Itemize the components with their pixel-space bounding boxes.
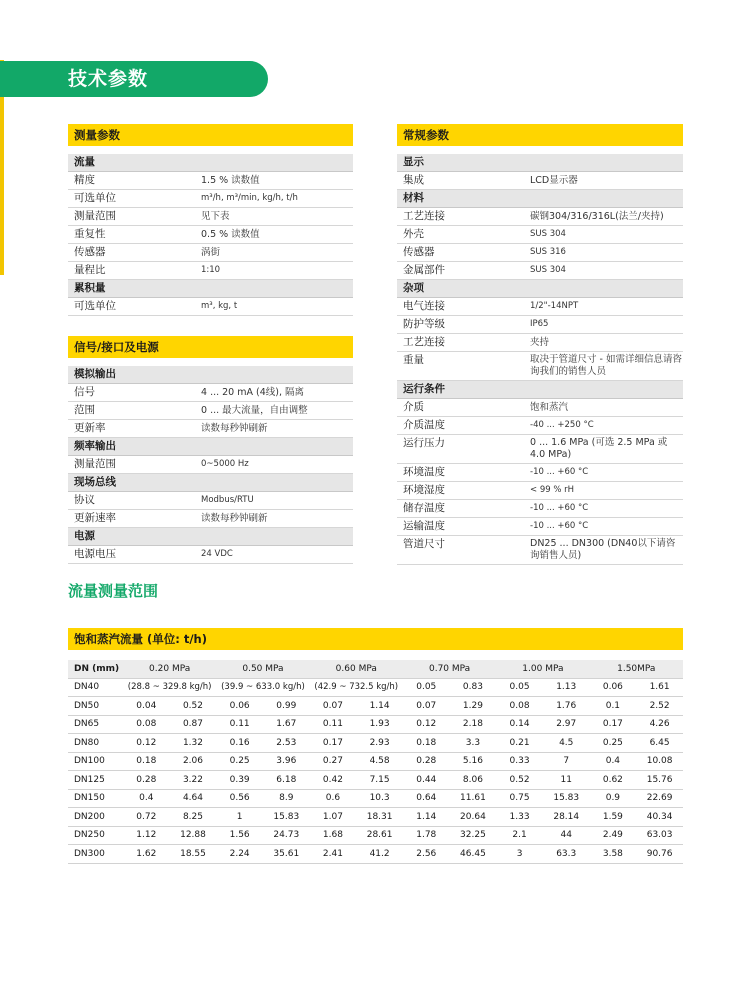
column-header-dn: DN (mm) (68, 660, 123, 678)
spec-label: 传感器 (74, 246, 106, 258)
spec-label: 信号 (74, 386, 95, 398)
measure-header: 测量参数 (68, 124, 353, 146)
spec-subheading (68, 366, 353, 384)
spec-row (68, 208, 353, 226)
row-dn-label: DN300 (68, 845, 123, 864)
flow-value-cell: 1.12 (123, 826, 170, 845)
flow-value-cell: 2.53 (263, 734, 310, 753)
table-row (68, 789, 683, 808)
flow-value-cell: 0.17 (590, 715, 637, 734)
flow-value-cell: 0.07 (310, 697, 357, 716)
spec-value: m³/h, m³/min, kg/h, t/h (201, 193, 298, 203)
flow-value-cell: 6.45 (636, 734, 683, 753)
column-header-pressure: 1.00 MPa (496, 660, 589, 678)
flow-value-cell: 18.55 (170, 845, 217, 864)
spec-label: 环境湿度 (403, 484, 445, 496)
spec-label: 防护等级 (403, 318, 445, 330)
spec-label: 测量范围 (74, 458, 116, 470)
spec-value: 0.5 % 读数值 (201, 229, 260, 240)
spec-value: 见下表 (201, 211, 230, 222)
spec-row (397, 464, 683, 482)
spec-row (68, 456, 353, 474)
spec-row (397, 536, 683, 565)
row-dn-label: DN200 (68, 808, 123, 827)
spec-row (68, 298, 353, 316)
table-row (68, 715, 683, 734)
spec-value: 涡街 (201, 247, 221, 258)
flow-value-cell: 6.18 (263, 771, 310, 790)
steam-table-header: 饱和蒸汽流量 (单位: t/h) (68, 628, 683, 650)
flow-value-cell: 0.52 (496, 771, 543, 790)
spec-label: 传感器 (403, 246, 435, 258)
table-header-row (68, 660, 683, 678)
row-dn-label: DN50 (68, 697, 123, 716)
flow-value-cell: 0.44 (403, 771, 450, 790)
flow-value-cell: 44 (543, 826, 590, 845)
table-row (68, 845, 683, 864)
spec-row (68, 492, 353, 510)
flow-value-cell: 18.31 (356, 808, 403, 827)
spec-row (397, 518, 683, 536)
flow-value-cell: 2.1 (496, 826, 543, 845)
flow-value-cell: 1.14 (403, 808, 450, 827)
flow-value-cell: 40.34 (636, 808, 683, 827)
subheading-label: 显示 (403, 156, 424, 168)
flow-value-cell: 1.29 (450, 697, 497, 716)
spec-label: 重量 (403, 354, 424, 366)
subheading-label: 模拟输出 (74, 368, 116, 380)
flow-value-cell: 11.61 (450, 789, 497, 808)
spec-label: 测量范围 (74, 210, 116, 222)
spec-value: 24 VDC (201, 549, 233, 559)
spec-label: 介质 (403, 401, 424, 413)
flow-value-cell: 3.58 (590, 845, 637, 864)
spec-label: 管道尺寸 (403, 538, 445, 550)
spec-label: 集成 (403, 174, 424, 186)
flow-range-cell: (28.8 ~ 329.8 kg/h) (123, 678, 216, 697)
flow-range-cell: (39.9 ~ 633.0 kg/h) (216, 678, 309, 697)
flow-value-cell: 35.61 (263, 845, 310, 864)
flow-value-cell: 4.64 (170, 789, 217, 808)
flow-value-cell: 1.61 (636, 678, 683, 697)
flow-value-cell: 4.58 (356, 752, 403, 771)
flow-value-cell: 7.15 (356, 771, 403, 790)
spec-value: -10 ... +60 °C (530, 521, 589, 531)
row-dn-label: DN65 (68, 715, 123, 734)
flow-value-cell: 15.83 (263, 808, 310, 827)
flow-value-cell: 0.62 (590, 771, 637, 790)
table-row (68, 752, 683, 771)
spec-value: IP65 (530, 319, 549, 329)
spec-subheading (397, 280, 683, 298)
flow-value-cell: 28.14 (543, 808, 590, 827)
flow-value-cell: 1.93 (356, 715, 403, 734)
spec-label: 电源电压 (74, 548, 116, 560)
flow-value-cell: 0.83 (450, 678, 497, 697)
column-header-pressure: 0.70 MPa (403, 660, 496, 678)
flow-value-cell: 0.28 (403, 752, 450, 771)
flow-value-cell: 0.18 (403, 734, 450, 753)
spec-label: 介质温度 (403, 419, 445, 431)
spec-label: 精度 (74, 174, 95, 186)
spec-value: SUS 304 (530, 229, 566, 239)
table-row (68, 678, 683, 697)
flow-value-cell: 63.03 (636, 826, 683, 845)
spec-row (397, 435, 683, 464)
flow-value-cell: 1.62 (123, 845, 170, 864)
row-dn-label: DN250 (68, 826, 123, 845)
spec-value: 读数每秒钟刷新 (201, 513, 268, 524)
page-title: 技术参数 (0, 61, 268, 97)
spec-value: 0 ... 最大流量，自由调整 (201, 405, 308, 416)
flow-value-cell: 0.08 (496, 697, 543, 716)
flow-value-cell: 1.76 (543, 697, 590, 716)
flow-value-cell: 32.25 (450, 826, 497, 845)
spec-label: 电气连接 (403, 300, 445, 312)
spec-row (397, 172, 683, 190)
spec-value: 1:10 (201, 265, 221, 275)
spec-subheading (68, 280, 353, 298)
column-header-pressure: 1.50MPa (590, 660, 683, 678)
spec-row (397, 482, 683, 500)
steam-table-panel (68, 628, 683, 864)
flow-value-cell: 5.16 (450, 752, 497, 771)
spec-subheading (68, 154, 353, 172)
spec-value: 1.5 % 读数值 (201, 175, 260, 186)
flow-value-cell: 10.08 (636, 752, 683, 771)
spec-value: -40 ... +250 °C (530, 420, 594, 430)
flow-value-cell: 0.99 (263, 697, 310, 716)
flow-value-cell: 22.69 (636, 789, 683, 808)
row-dn-label: DN150 (68, 789, 123, 808)
column-header-pressure: 0.20 MPa (123, 660, 216, 678)
spec-row (68, 172, 353, 190)
spec-row (68, 262, 353, 280)
spec-row (68, 546, 353, 564)
general-rows (397, 154, 683, 565)
subheading-label: 累积量 (74, 282, 106, 294)
table-row (68, 771, 683, 790)
flow-value-cell: 1.32 (170, 734, 217, 753)
flow-value-cell: 0.12 (123, 734, 170, 753)
subheading-label: 材料 (403, 192, 424, 204)
signal-header: 信号/接口及电源 (68, 336, 353, 358)
flow-value-cell: 0.33 (496, 752, 543, 771)
spec-label: 工艺连接 (403, 336, 445, 348)
column-header-pressure: 0.60 MPa (310, 660, 403, 678)
flow-value-cell: 15.76 (636, 771, 683, 790)
flow-value-cell: 8.06 (450, 771, 497, 790)
general-panel (397, 124, 683, 565)
flow-value-cell: 1.07 (310, 808, 357, 827)
flow-value-cell: 28.61 (356, 826, 403, 845)
spec-row (397, 500, 683, 518)
spec-value: DN25 ... DN300 (DN40以下请咨询销售人员) (530, 538, 676, 561)
flow-value-cell: 2.52 (636, 697, 683, 716)
flow-value-cell: 0.27 (310, 752, 357, 771)
flow-value-cell: 2.93 (356, 734, 403, 753)
row-dn-label: DN100 (68, 752, 123, 771)
flow-value-cell: 0.75 (496, 789, 543, 808)
flow-value-cell: 1.33 (496, 808, 543, 827)
spec-value: 碳钢304/316/316L(法兰/夹持) (530, 211, 664, 222)
flow-value-cell: 0.04 (123, 697, 170, 716)
flow-value-cell: 3.22 (170, 771, 217, 790)
row-dn-label: DN40 (68, 678, 123, 697)
spec-label: 运输温度 (403, 520, 445, 532)
spec-row (397, 244, 683, 262)
flow-value-cell: 0.4 (590, 752, 637, 771)
flow-value-cell: 0.1 (590, 697, 637, 716)
spec-value: -10 ... +60 °C (530, 467, 589, 477)
spec-subheading (397, 381, 683, 399)
spec-label: 金属部件 (403, 264, 445, 276)
flow-value-cell: 2.06 (170, 752, 217, 771)
flow-value-cell: 41.2 (356, 845, 403, 864)
spec-row (68, 420, 353, 438)
flow-value-cell: 0.06 (216, 697, 263, 716)
measure-rows (68, 154, 353, 316)
spec-value: LCD显示器 (530, 175, 578, 186)
row-dn-label: DN80 (68, 734, 123, 753)
spec-subheading (397, 154, 683, 172)
flow-value-cell: 0.6 (310, 789, 357, 808)
spec-row (68, 384, 353, 402)
flow-value-cell: 7 (543, 752, 590, 771)
flow-value-cell: 63.3 (543, 845, 590, 864)
spec-label: 可选单位 (74, 192, 116, 204)
subheading-label: 电源 (74, 530, 95, 542)
subheading-label: 流量 (74, 156, 95, 168)
flow-value-cell: 4.26 (636, 715, 683, 734)
spec-label: 量程比 (74, 264, 106, 276)
spec-subheading (68, 474, 353, 492)
steam-flow-table (68, 660, 683, 864)
flow-value-cell: 0.4 (123, 789, 170, 808)
flow-value-cell: 0.11 (216, 715, 263, 734)
spec-row (68, 244, 353, 262)
flow-value-cell: 90.76 (636, 845, 683, 864)
spec-row (397, 316, 683, 334)
flow-value-cell: 8.25 (170, 808, 217, 827)
spec-row (397, 417, 683, 435)
flow-value-cell: 10.3 (356, 789, 403, 808)
spec-value: 0 ... 1.6 MPa (可选 2.5 MPa 或 4.0 MPa) (530, 437, 668, 460)
flow-value-cell: 0.18 (123, 752, 170, 771)
spec-row (68, 402, 353, 420)
flow-value-cell: 0.06 (590, 678, 637, 697)
flow-value-cell: 2.97 (543, 715, 590, 734)
flow-value-cell: 1.68 (310, 826, 357, 845)
spec-row (397, 298, 683, 316)
flow-value-cell: 1 (216, 808, 263, 827)
flow-range-cell: (42.9 ~ 732.5 kg/h) (310, 678, 403, 697)
spec-label: 储存温度 (403, 502, 445, 514)
flow-value-cell: 0.11 (310, 715, 357, 734)
spec-value: < 99 % rH (530, 485, 575, 495)
flow-value-cell: 0.39 (216, 771, 263, 790)
flow-value-cell: 0.25 (590, 734, 637, 753)
spec-value: 0~5000 Hz (201, 459, 249, 469)
spec-row (397, 399, 683, 417)
flow-value-cell: 12.88 (170, 826, 217, 845)
spec-value: 读数每秒钟刷新 (201, 423, 268, 434)
flow-value-cell: 0.21 (496, 734, 543, 753)
spec-row (68, 226, 353, 244)
flow-value-cell: 0.25 (216, 752, 263, 771)
flow-value-cell: 1.78 (403, 826, 450, 845)
flow-value-cell: 2.18 (450, 715, 497, 734)
spec-value: 饱和蒸汽 (530, 402, 569, 413)
spec-label: 范围 (74, 404, 95, 416)
spec-row (68, 190, 353, 208)
flow-value-cell: 20.64 (450, 808, 497, 827)
flow-value-cell: 0.87 (170, 715, 217, 734)
flow-value-cell: 0.05 (403, 678, 450, 697)
flow-value-cell: 3 (496, 845, 543, 864)
spec-row (397, 334, 683, 352)
flow-value-cell: 0.17 (310, 734, 357, 753)
table-row (68, 697, 683, 716)
spec-label: 可选单位 (74, 300, 116, 312)
spec-value: SUS 316 (530, 247, 566, 257)
spec-value: 取决于管道尺寸 - 如需详细信息请咨询我们的销售人员 (530, 354, 682, 377)
spec-row (397, 352, 683, 381)
table-row (68, 808, 683, 827)
flow-value-cell: 2.24 (216, 845, 263, 864)
spec-value: 1/2"-14NPT (530, 301, 579, 311)
general-header: 常规参数 (397, 124, 683, 146)
subheading-label: 频率输出 (74, 440, 116, 452)
table-row (68, 734, 683, 753)
flow-value-cell: 3.3 (450, 734, 497, 753)
column-header-pressure: 0.50 MPa (216, 660, 309, 678)
spec-subheading (397, 190, 683, 208)
flow-value-cell: 1.14 (356, 697, 403, 716)
spec-subheading (68, 438, 353, 456)
spec-label: 重复性 (74, 228, 106, 240)
spec-label: 工艺连接 (403, 210, 445, 222)
spec-label: 运行压力 (403, 437, 445, 449)
subheading-label: 杂项 (403, 282, 424, 294)
flow-value-cell: 2.49 (590, 826, 637, 845)
table-row (68, 826, 683, 845)
spec-label: 协议 (74, 494, 95, 506)
spec-row (397, 226, 683, 244)
spec-row (68, 510, 353, 528)
flow-value-cell: 0.42 (310, 771, 357, 790)
signal-rows (68, 366, 353, 564)
flow-value-cell: 0.08 (123, 715, 170, 734)
flow-value-cell: 0.05 (496, 678, 543, 697)
flow-value-cell: 0.52 (170, 697, 217, 716)
flow-value-cell: 0.07 (403, 697, 450, 716)
flow-value-cell: 8.9 (263, 789, 310, 808)
flow-value-cell: 1.56 (216, 826, 263, 845)
spec-label: 环境温度 (403, 466, 445, 478)
flow-value-cell: 3.96 (263, 752, 310, 771)
flow-value-cell: 1.59 (590, 808, 637, 827)
spec-value: 夹持 (530, 337, 550, 348)
flow-value-cell: 0.64 (403, 789, 450, 808)
measure-panel (68, 124, 353, 316)
range-section-title: 流量测量范围 (68, 582, 159, 600)
spec-value: m³, kg, t (201, 301, 238, 311)
subheading-label: 运行条件 (403, 383, 445, 395)
flow-value-cell: 11 (543, 771, 590, 790)
spec-value: SUS 304 (530, 265, 566, 275)
flow-value-cell: 0.56 (216, 789, 263, 808)
flow-value-cell: 1.67 (263, 715, 310, 734)
flow-value-cell: 4.5 (543, 734, 590, 753)
flow-value-cell: 0.12 (403, 715, 450, 734)
signal-panel (68, 336, 353, 564)
flow-value-cell: 15.83 (543, 789, 590, 808)
flow-value-cell: 0.16 (216, 734, 263, 753)
flow-value-cell: 24.73 (263, 826, 310, 845)
spec-row (397, 208, 683, 226)
flow-value-cell: 0.9 (590, 789, 637, 808)
spec-label: 更新速率 (74, 512, 116, 524)
row-dn-label: DN125 (68, 771, 123, 790)
spec-value: -10 ... +60 °C (530, 503, 589, 513)
flow-value-cell: 46.45 (450, 845, 497, 864)
spec-label: 更新率 (74, 422, 106, 434)
flow-value-cell: 0.14 (496, 715, 543, 734)
flow-value-cell: 1.13 (543, 678, 590, 697)
flow-value-cell: 2.56 (403, 845, 450, 864)
flow-value-cell: 2.41 (310, 845, 357, 864)
flow-value-cell: 0.72 (123, 808, 170, 827)
spec-subheading (68, 528, 353, 546)
flow-value-cell: 0.28 (123, 771, 170, 790)
spec-label: 外壳 (403, 228, 424, 240)
spec-value: 4 ... 20 mA (4线), 隔离 (201, 387, 305, 398)
subheading-label: 现场总线 (74, 476, 116, 488)
spec-value: Modbus/RTU (201, 495, 254, 505)
spec-row (397, 262, 683, 280)
